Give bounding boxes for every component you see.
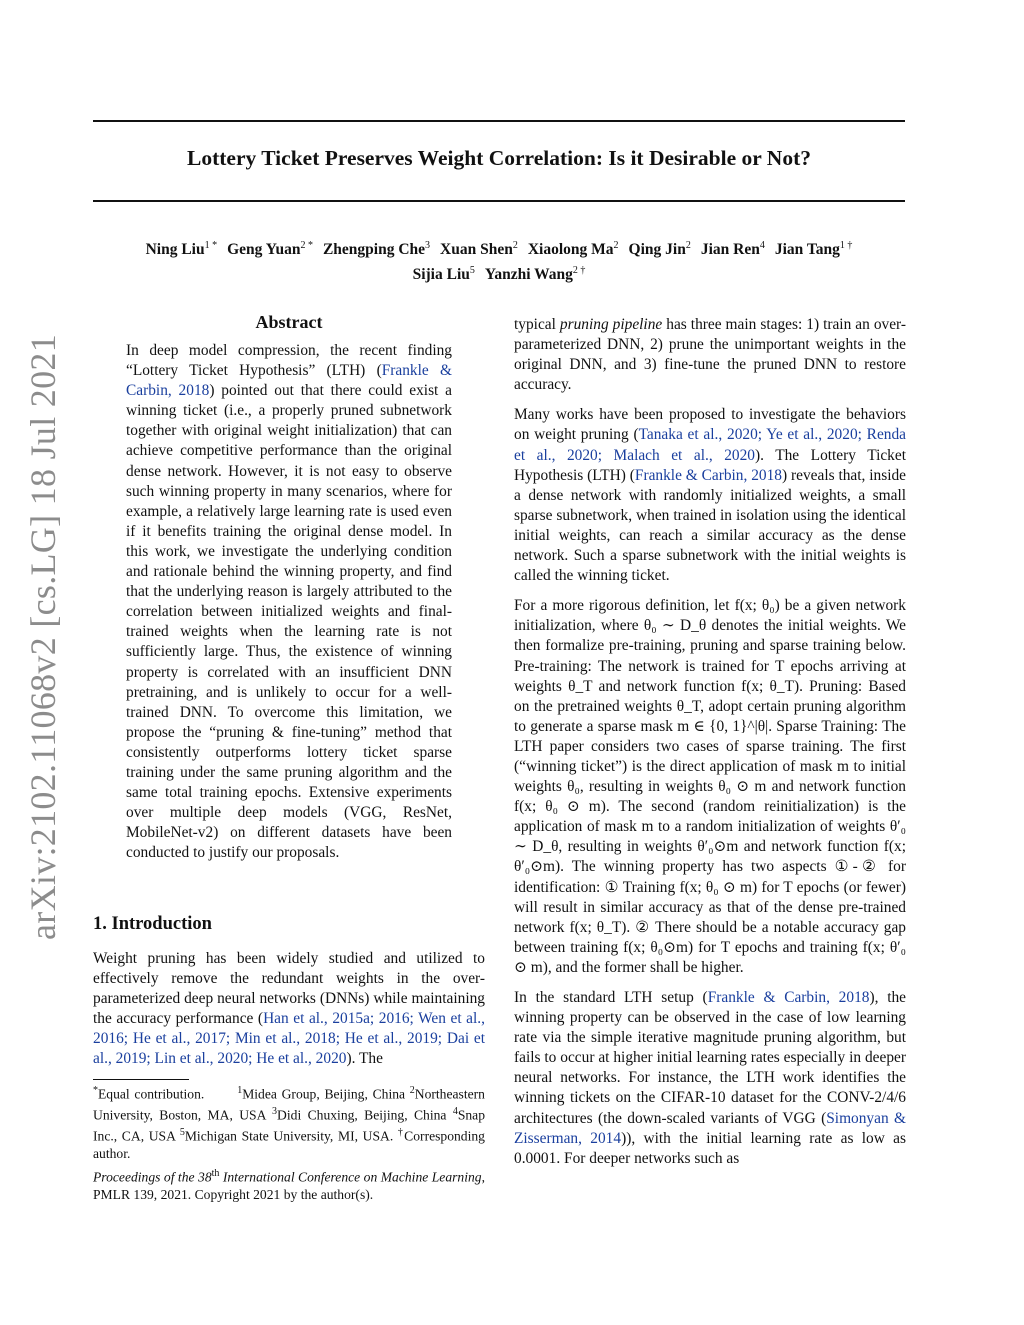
author-affiliation-sup: 4 [759,240,765,251]
author-name: Sijia Liu [412,266,470,284]
proceedings-note: Proceedings of the 38th International Conference on Machine Learning, PMLR 139, 2021. Copyright 2021 by the author(s). [93,1168,485,1203]
citation-link[interactable]: Simonyan & Zisserman, 2014 [514,1109,906,1147]
author-affiliation-sup: 2 [512,240,518,251]
right-column [514,315,906,1179]
paragraph-lth: Many works have been proposed to investigate the behaviors on weight pruning (Tanaka et al., 2020; Ye et al., 2020; Renda et al., 2020; Malach et al., 2020). The Lottery Ticket Hypothesis (LTH) (Frankle & Carbin, 2018) reveals that, inside a dense network with randomly initialized weights, a small sparse subnetwork, when trained in isolation using the identical initial weights, can reach a similar accuracy as the dense network. Such a sparse subnetwork with the initial weights is called the winning ticket. [514,406,907,585]
citation-link[interactable]: Frankle & Carbin, 2018 [707,989,870,1006]
author-affiliation-sup: 1 * [204,240,218,251]
author [323,235,430,260]
footnote: *Equal contribution. $^1$Midea Group, Beijing, China $^2$Northeastern University, Boston, MA, USA $^3$Didi Chuxing, Beijing, China $^4$Snap Inc., CA, USA $^5$Michigan State University, MI, USA. †Corresponding author. [93,1085,485,1162]
author-name: Xiaolong Ma [527,241,614,259]
author-affiliation-sup: 1 † [839,240,853,251]
abstract-body: In deep model compression, the recent finding “Lottery Ticket Hypothesis” (LTH) (Frankle & Carbin, 2018) pointed out that there could exist a winning ticket (i.e., a properly pruned subnetwork together with original weight initialization) that can achieve competitive performance than the original dense network. However, it is not easy to observe such winning property in many scenarios, where for example, a relatively large learning rate is used even if it benefits training the original dense model. In this work, we investigate the underlying condition and rationale behind the winning property, and find that the underlying reason is largely attributed to the correlation between initialized weights and final-trained weights when the learning rate is not sufficiently large. Thus, the existence of winning property is correlated with an insufficient DNN pretraining, and is unlikely to occur for a well-trained DNN. To overcome this limitation, we propose the “pruning & fine-tuning” method that consistently outperforms lottery ticket sparse training under the same pruning algorithm and the same total training epochs. Extensive experiments over multiple deep models (VGG, ResNet, MobileNet-v2) on different datasets have been conducted to justify our proposals. [126,342,452,862]
author-affiliation-sup: 3 [425,240,431,251]
citation-link[interactable]: Frankle & Carbin, 2018 [634,466,783,484]
author [629,235,691,260]
citation-link[interactable]: Han et al., 2015a; 2016; Wen et al., 2016; He et al., 2017; Min et al., 2018; He et al., 2019; Dai et al., 2019; Lin et al., 2020; He et al., 2020 [93,1010,485,1068]
author-name: Qing Jin [628,241,686,259]
author-name: Jian Tang [774,241,840,259]
section-heading-introduction: 1. Introduction [93,914,212,934]
author [413,260,475,285]
paragraph-definition: For a more rigorous definition, let f(x; θ₀) be a given network initialization, where θ₀ ∼ D_θ denotes the initial weights. We then formalize pre-training, pruning and sparse training below. Pre-training: The network is trained for T epochs arriving at weights θ_T and network function f(x; θ_T). Pruning: Based on the pretrained weights θ_T, adopt certain pruning algorithm to generate a sparse mask m ∈ {0, 1}^|θ|. Sparse Training: The LTH paper considers two cases of sparse training. The first (“winning ticket”) is the direct application of mask m to initial weights θ₀, resulting in weights θ₀ ⊙ m and network function f(x; θ₀ ⊙ m). The second (random reinitialization) is the application of mask m to a random initialization of weights θ′₀ ∼ D_θ, resulting in weights θ′₀⊙m and network function f(x; θ′₀⊙m). The winning property has two aspects ①-② for identification: ① Training f(x; θ₀ ⊙ m) for T epochs (or fewer) will result in similar accuracy as that of the dense pre-trained network f(x; θ_T). ② There should be a notable accuracy gap between training f(x; θ₀⊙m) for T epochs and training f(x; θ′₀ ⊙ m), and the former shall be higher. [514,597,906,976]
author-affiliation-sup: 2 † [572,265,586,277]
abstract-heading: Abstract [255,312,323,332]
author [146,235,218,260]
author-affiliation-sup: 2 [613,240,619,251]
author-list [80,235,918,285]
paragraph-standard-lth: In the standard LTH setup (Frankle & Carbin, 2018), the winning property can be observed in the case of low learning rate via the simple iterative magnitude pruning algorithm, but fails to occur at higher initial learning rates especially in deeper neural networks. For instance, the LTH work identifies the winning tickets on the CIFAR-10 dataset for the CONV-2/4/6 architectures (the down-scaled variants of VGG (Simonyan & Zisserman, 2014)), with the initial learning rate as low as 0.0001. For deeper networks such as [514,989,907,1167]
author-name: Jian Ren [700,241,760,259]
author [485,260,586,285]
author-affiliation-sup: 2 [685,240,691,251]
author-name: Geng Yuan [227,241,301,259]
author [775,235,853,260]
intro-paragraph: Weight pruning has been widely studied and utilized to effectively remove the redundant weights in the over-parameterized deep neural networks (DNNs) while maintaining the accuracy performance (Han et al., 2015a; 2016; Wen et al., 2016; He et al., 2017; Min et al., 2018; He et al., 2019; Dai et al., 2019; Lin et al., 2020; He et al., 2020). The [93,950,485,1068]
author [440,235,518,260]
author-name: Ning Liu [145,241,205,259]
footnote-rule [93,1079,189,1080]
paragraph-pruning-pipeline: typical pruning pipeline has three main stages: 1) train an over-parameterized DNN, 2) prune the unimportant weights in the original DNN, and 3) fine-tune the pruned DNN to restore accuracy. [514,316,906,394]
author [528,235,619,260]
author-affiliation-sup: 2 * [300,240,313,251]
citation-link[interactable]: Frankle & Carbin, 2018 [126,362,452,400]
title-bottom-rule [93,200,905,202]
author-name: Yanzhi Wang [484,266,573,284]
author-name: Xuan Shen [440,241,513,259]
title-top-rule [93,120,905,122]
author [227,235,313,260]
paper-title: Lottery Ticket Preserves Weight Correlation: Is it Desirable or Not? [187,146,811,170]
citation-link[interactable]: Tanaka et al., 2020; Ye et al., 2020; Renda et al., 2020; Malach et al., 2020 [514,426,906,464]
author [701,235,765,260]
author-name: Zhengping Che [322,241,426,259]
arxiv-stamp: arXiv:2102.11068v2 [cs.LG] 18 Jul 2021 [23,334,63,940]
author-affiliation-sup: 5 [469,265,475,277]
